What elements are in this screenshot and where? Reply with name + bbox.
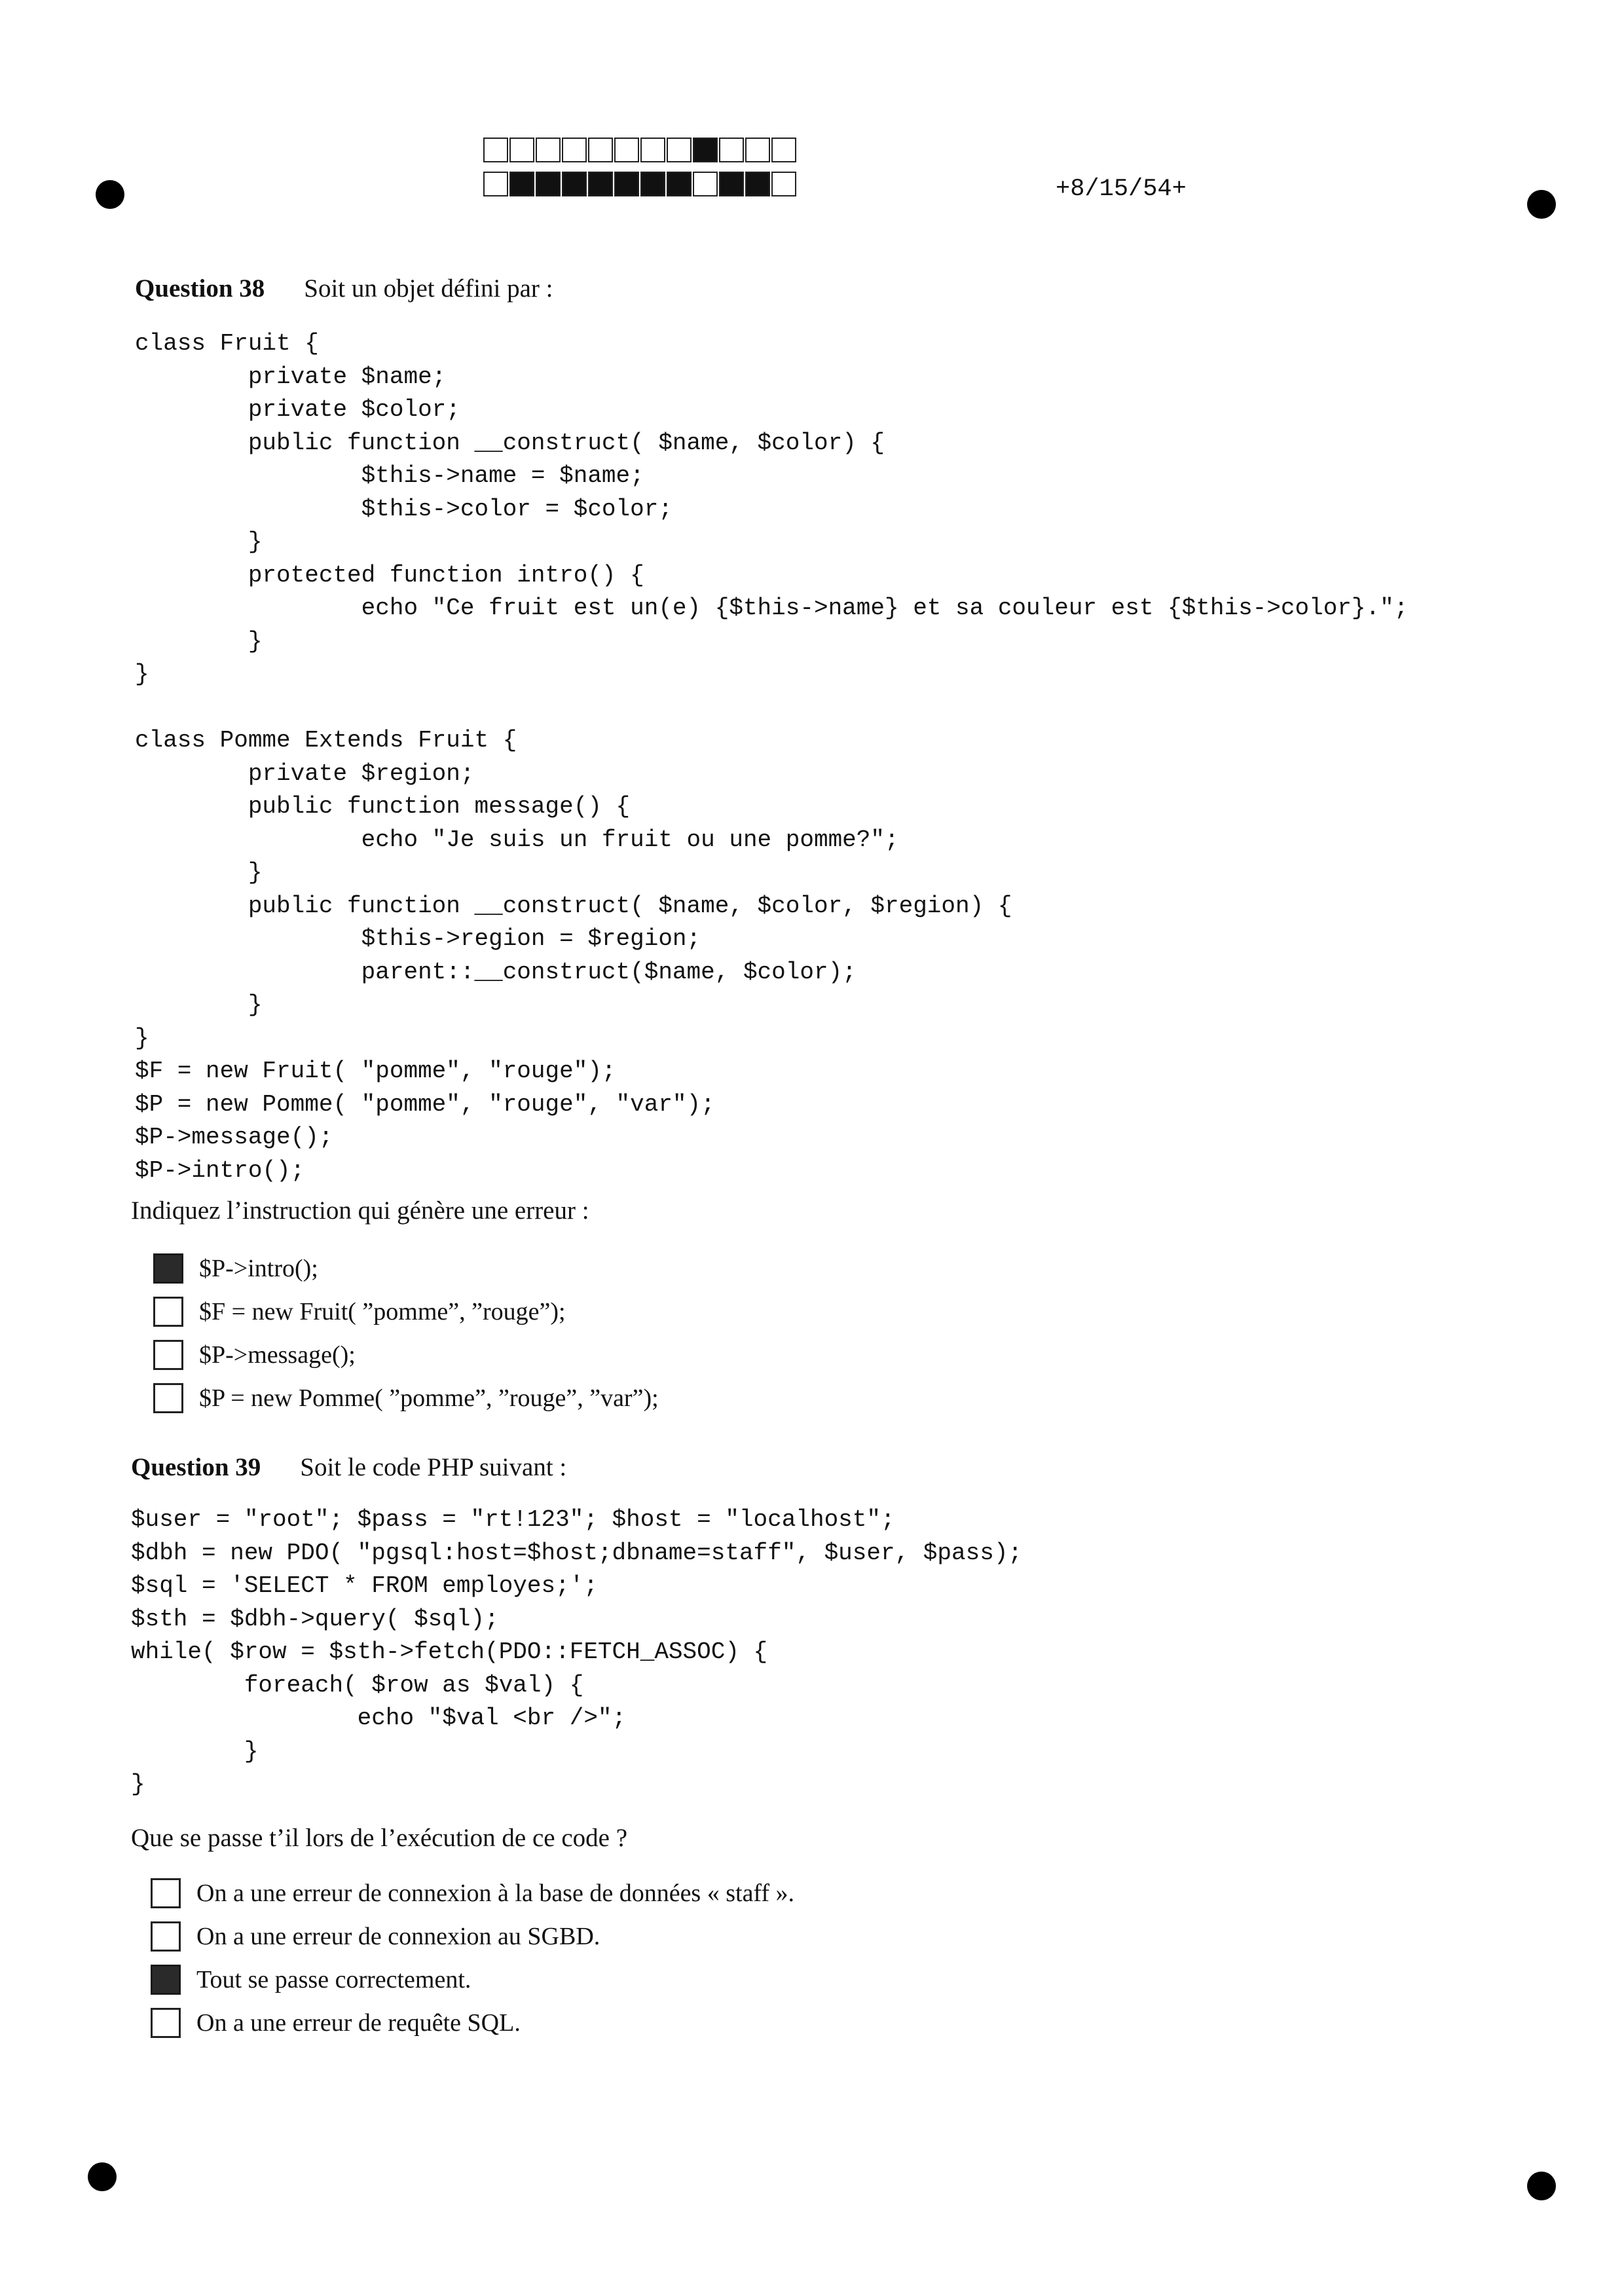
answer-checkbox[interactable]	[151, 2008, 181, 2038]
page-code: +8/15/54+	[1056, 176, 1187, 203]
question-38-code: class Fruit { private $name; private $color; public function __construct( $name, $color) { $this->name = $name; $this->color = $color; } protected function intro() { echo "Ce fruit est un(e) {$this->name} et sa couleur est {$this->color}."; } } class Pomme Extends Fruit { private $region; public function message() { echo "Je suis un fruit ou une pomme?"; } public function __construct( $name, $color, $region) { $this->region = $region; parent::__construct($name, $color); } } $F = new Fruit( "pomme", "rouge"); $P = new Pomme( "pomme", "rouge", "var"); $P->message(); $P->intro();	[135, 330, 1409, 1184]
barcode-cell	[483, 138, 508, 162]
answer-label: Tout se passe correctement.	[196, 1966, 471, 1993]
answer-label: $P->message();	[199, 1341, 356, 1369]
barcode-cell	[667, 138, 692, 162]
question-39-code: $user = "root"; $pass = "rt!123"; $host = "localhost"; $dbh = new PDO( "pgsql:host=$host;dbname=staff", $user, $pass); $sql = 'SELECT * FROM employes;'; $sth = $dbh->query( $sql); while( $row = $sth->fetch(PDO::FETCH_ASSOC) { foreach( $row as $val) { echo "$val <br />"; } }	[131, 1506, 1023, 1798]
answer-option[interactable]	[151, 1915, 794, 1958]
question-intro: Soit le code PHP suivant :	[300, 1453, 567, 1481]
answer-checkbox[interactable]	[153, 1340, 183, 1370]
answer-label: $F = new Fruit( ”pomme”, ”rouge”);	[199, 1298, 566, 1325]
question-number: Question 39	[131, 1453, 261, 1481]
barcode-cell	[536, 172, 561, 196]
answer-label: On a une erreur de connexion au SGBD.	[196, 1923, 600, 1950]
registration-mark-bottom-left	[88, 2162, 117, 2191]
question-39-heading	[131, 1453, 566, 1482]
barcode-cell	[536, 138, 561, 162]
barcode-row-2	[483, 172, 798, 196]
barcode-cell	[745, 138, 770, 162]
answer-label: On a une erreur de connexion à la base de données « staff ».	[196, 1879, 795, 1907]
barcode-cell	[640, 172, 665, 196]
barcode-cell	[719, 138, 744, 162]
barcode-cell	[719, 172, 744, 196]
question-number: Question 38	[135, 274, 265, 303]
answer-option[interactable]	[151, 1958, 794, 2001]
answer-checkbox[interactable]	[153, 1383, 183, 1413]
barcode-cell	[562, 172, 587, 196]
barcode-row-1	[483, 138, 798, 162]
barcode-cell	[614, 138, 639, 162]
answer-option[interactable]	[153, 1377, 659, 1420]
answer-label: $P->intro();	[199, 1255, 318, 1282]
answer-option[interactable]	[151, 2001, 794, 2045]
question-38-prompt: Indiquez l’instruction qui génère une erreur :	[131, 1196, 589, 1225]
registration-mark-bottom-right	[1527, 2172, 1556, 2200]
answer-option[interactable]	[153, 1247, 659, 1290]
barcode-cell	[640, 138, 665, 162]
answer-checkbox[interactable]	[151, 1965, 181, 1995]
barcode-cell	[693, 172, 718, 196]
barcode-cell	[509, 138, 534, 162]
answer-label: $P = new Pomme( ”pomme”, ”rouge”, ”var”);	[199, 1384, 659, 1412]
answer-checkbox[interactable]	[151, 1878, 181, 1908]
question-intro: Soit un objet défini par :	[304, 274, 553, 303]
barcode-cell	[667, 172, 692, 196]
barcode-cell	[614, 172, 639, 196]
barcode-cell	[771, 172, 796, 196]
barcode-cell	[509, 172, 534, 196]
barcode-cell	[588, 172, 613, 196]
registration-mark-top-left	[96, 180, 124, 209]
barcode-cell	[693, 138, 718, 162]
answer-option[interactable]	[153, 1333, 659, 1377]
barcode-cell	[771, 138, 796, 162]
question-38-heading	[135, 274, 553, 303]
barcode-cell	[588, 138, 613, 162]
answer-option[interactable]	[153, 1290, 659, 1333]
barcode-cell	[562, 138, 587, 162]
answer-checkbox[interactable]	[153, 1253, 183, 1284]
answer-checkbox[interactable]	[153, 1297, 183, 1327]
registration-mark-top-right	[1527, 190, 1556, 219]
question-38-answers	[153, 1247, 659, 1420]
barcode-cell	[483, 172, 508, 196]
answer-option[interactable]	[151, 1872, 794, 1915]
answer-checkbox[interactable]	[151, 1921, 181, 1952]
question-39-answers	[151, 1872, 794, 2045]
barcode-cell	[745, 172, 770, 196]
question-39-prompt: Que se passe t’il lors de l’exécution de ce code ?	[131, 1824, 628, 1852]
answer-label: On a une erreur de requête SQL.	[196, 2009, 521, 2037]
